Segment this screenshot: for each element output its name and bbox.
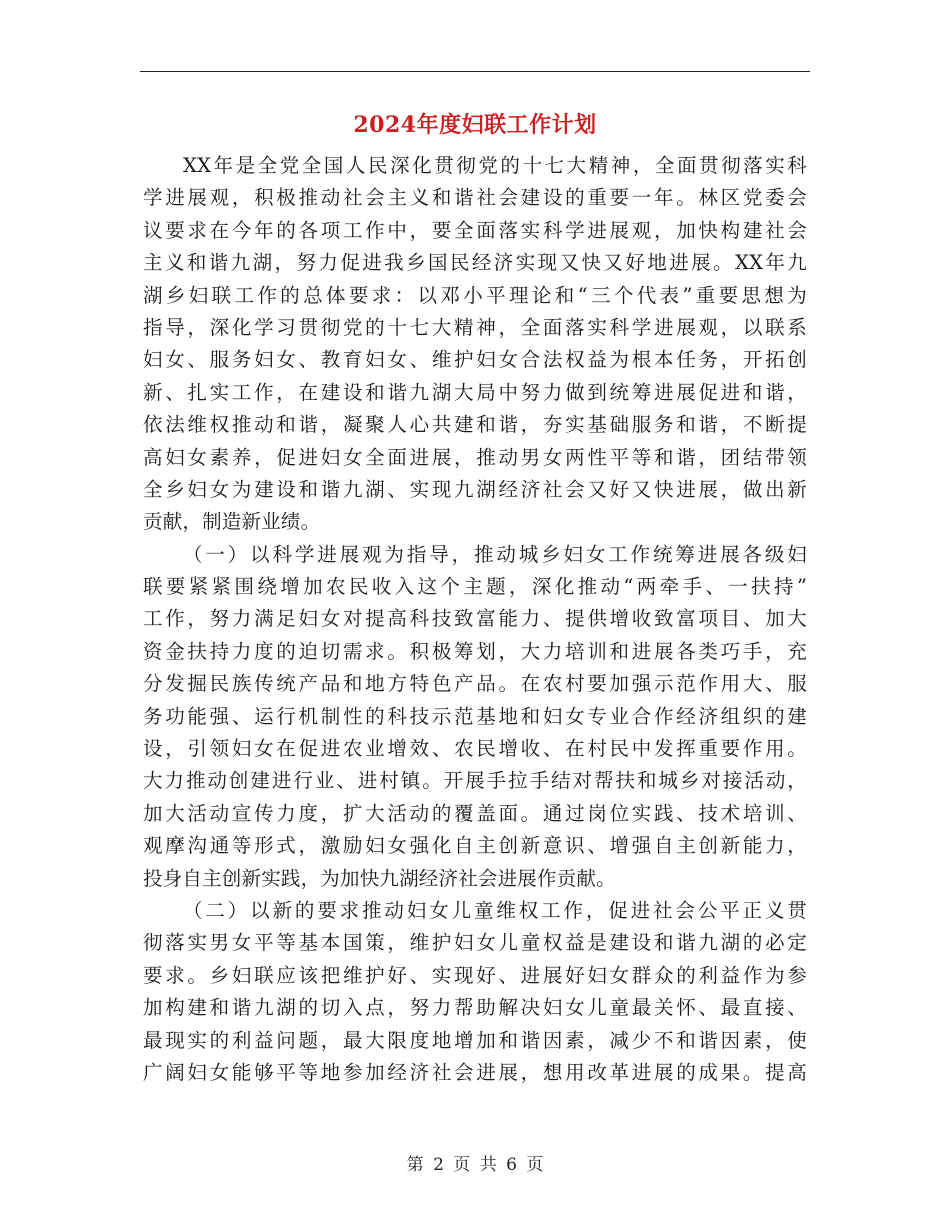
paragraph-1-line: 依法维权推动和谐，凝聚人心共建和谐，夯实基础服务和谐，不断提 (143, 413, 807, 437)
paragraph-1-line: 学进展观，积极推动社会主义和谐社会建设的重要一年。林区党委会 (143, 186, 807, 210)
paragraph-1-line: 贡献，制造新业绩。 (143, 510, 321, 534)
paragraph-2-line: 资金扶持力度的迫切需求。积极筹划，大力培训和进展各类巧手，充 (143, 639, 807, 663)
paragraph-2-line: 分发掘民族传统产品和地方特色产品。在农村要加强示范作用大、服 (143, 672, 807, 696)
paragraph-2-line: 设，引领妇女在促进农业增效、农民增收、在村民中发挥重要作用。 (143, 737, 807, 761)
paragraph-1-line: XX年是全党全国人民深化贯彻党的十七大精神，全面贯彻落实科 (183, 154, 807, 177)
paragraph-3-line: 广阔妇女能够平等地参加经济社会进展，想用改革进展的成果。提高 (143, 1060, 807, 1084)
paragraph-1-line: 新、扎实工作，在建设和谐九湖大局中努力做到统筹进展促进和谐， (143, 380, 807, 404)
paragraph-3-line: 要求。乡妇联应该把维护好、实现好、进展好妇女群众的利益作为参 (143, 963, 807, 987)
paragraph-3-line: （二）以新的要求推动妇女儿童维权工作，促进社会公平正义贯 (183, 898, 807, 922)
paragraph-1-line: 妇女、服务妇女、教育妇女、维护妇女合法权益为根本任务，开拓创 (143, 348, 807, 372)
paragraph-2-line: 联要紧紧围绕增加农民收入这个主题，深化推动“两牵手、一扶持” (143, 575, 807, 599)
paragraph-2-line: 观摩沟通等形式，激励妇女强化自主创新意识、增强自主创新能力， (143, 834, 807, 858)
paragraph-3-line: 加构建和谐九湖的切入点，努力帮助解决妇女儿童最关怀、最直接、 (143, 996, 807, 1020)
paragraph-3-line: 最现实的利益问题，最大限度地增加和谐因素，减少不和谐因素，使 (143, 1028, 807, 1052)
paragraph-2-line: 大力推动创建进行业、进村镇。开展手拉手结对帮扶和城乡对接活动， (143, 769, 807, 793)
header-rule (140, 71, 810, 72)
paragraph-2-line: 务功能强、运行机制性的科技示范基地和妇女专业合作经济组织的建 (143, 704, 807, 728)
document-title: 2024年度妇联工作计划 (353, 112, 597, 138)
paragraph-2-line: （一）以科学进展观为指导，推动城乡妇女工作统筹进展各级妇 (183, 542, 807, 566)
paragraph-2-line: 加大活动宣传力度，扩大活动的覆盖面。通过岗位实践、技术培训、 (143, 801, 807, 825)
paragraph-1-line: 高妇女素养，促进妇女全面进展，推动男女两性平等和谐，团结带领 (143, 445, 807, 469)
paragraph-1-line: 主义和谐九湖，努力促进我乡国民经济实现又快又好地进展。XX年九 (143, 251, 807, 275)
paragraph-1-line: 湖乡妇联工作的总体要求：以邓小平理论和“三个代表”重要思想为 (143, 283, 807, 307)
paragraph-1-line: 全乡妇女为建设和谐九湖、实现九湖经济社会又好又快进展，做出新 (143, 477, 807, 501)
paragraph-2-line: 工作，努力满足妇女对提高科技致富能力、提供增收致富项目、加大 (143, 607, 807, 631)
paragraph-3-line: 彻落实男女平等基本国策，维护妇女儿童权益是建设和谐九湖的必定 (143, 931, 807, 955)
document-body (143, 150, 807, 1089)
paragraph-1-line: 议要求在今年的各项工作中，要全面落实科学进展观，加快构建社会 (143, 218, 807, 242)
page-number-footer: 第 2 页 共 6 页 (406, 1155, 544, 1175)
paragraph-1-line: 指导，深化学习贯彻党的十七大精神，全面落实科学进展观，以联系 (143, 315, 807, 339)
paragraph-2-line: 投身自主创新实践，为加快九湖经济社会进展作贡献。 (143, 866, 616, 890)
